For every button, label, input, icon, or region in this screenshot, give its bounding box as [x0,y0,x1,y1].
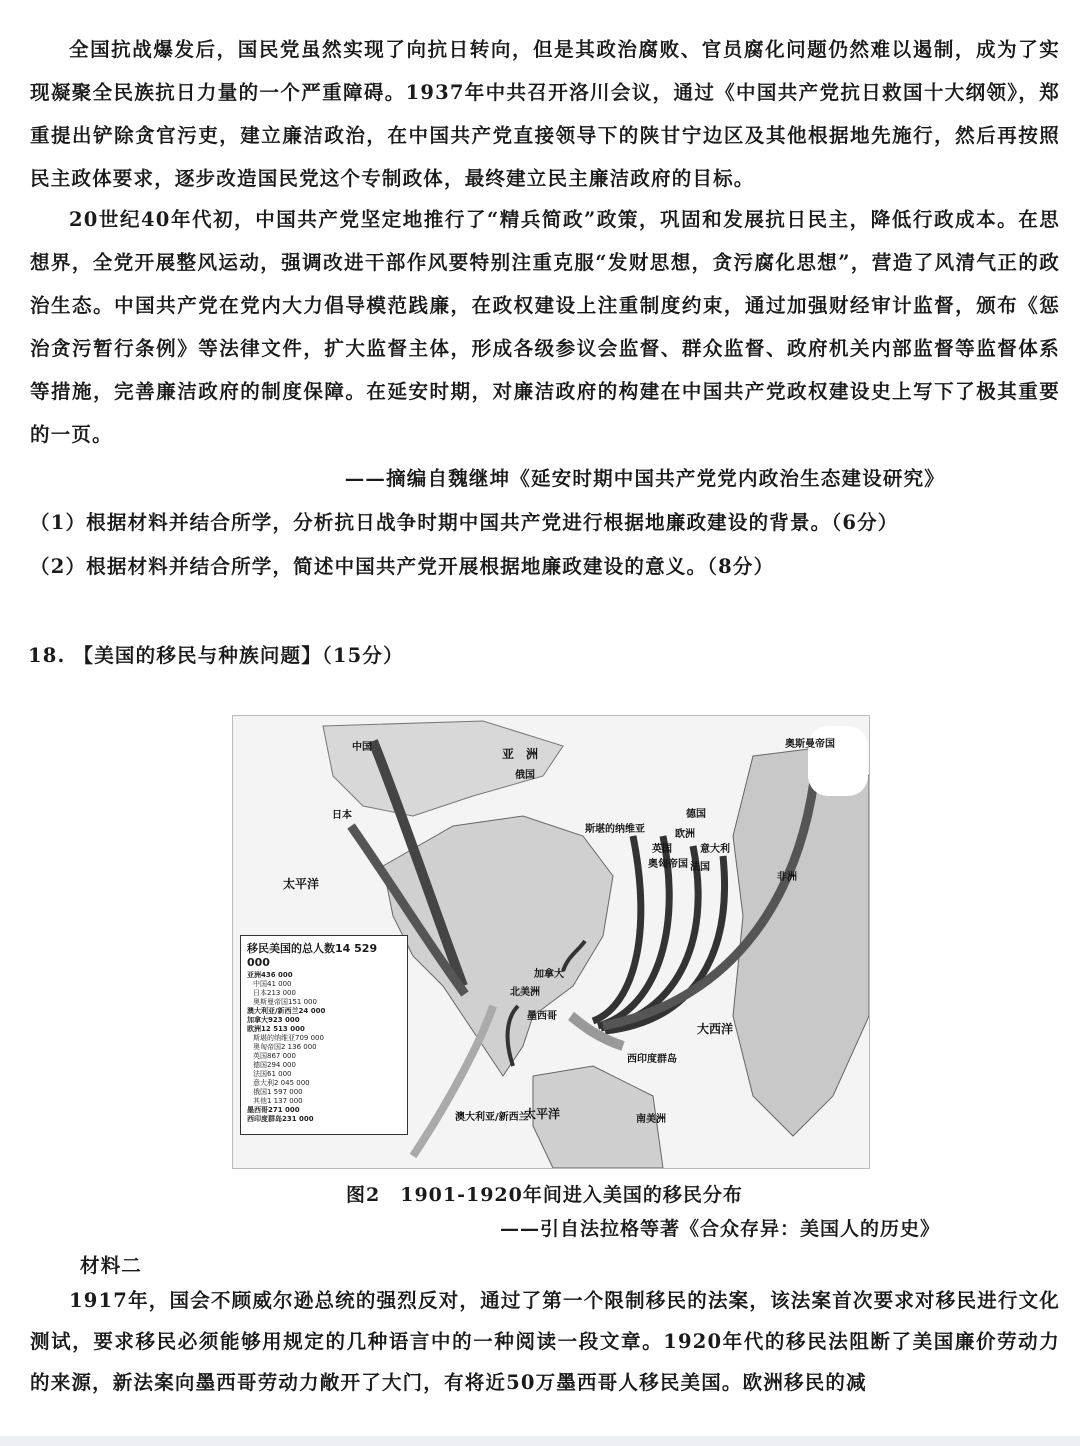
page-bottom-bar [0,1436,1080,1446]
legend-item: 意大利2 045 000 [253,1079,310,1087]
map-label-atlantic: 大西洋 [697,1022,734,1036]
map-label-pacific-bottom: 太平洋 [524,1107,561,1121]
map-label-russia: 俄国 [515,770,535,781]
map-label-pacific-top: 太平洋 [283,877,320,891]
question-1: （1）根据材料并结合所学，分析抗日战争时期中国共产党进行根据地廉政建设的背景。（6分） [30,511,899,534]
legend-item: 澳大利亚/新西兰24 000 [247,1007,326,1015]
figure-source: ——引自法拉格等著《合众存异：美国人的历史》 [499,1218,940,1240]
figure-caption: 图2 1901-1920年间进入美国的移民分布 [346,1184,743,1206]
map-label-mexico: 墨西哥 [527,1011,557,1022]
map-label-china: 中国 [352,742,372,753]
legend-item: 日本213 000 [253,989,296,997]
map-label-north-america: 北美洲 [510,987,540,998]
map-legend [240,935,408,1135]
legend-item: 奥匈帝国2 136 000 [253,1043,317,1051]
legend-title: 移民美国的总人数14 529 000 [247,942,378,969]
map-label-canada: 加拿大 [534,969,564,980]
legend-item: 中国41 000 [253,980,292,988]
material1-source: ——摘编自魏继坤《延安时期中国共产党党内政治生态建设研究》 [344,467,945,490]
material2-label: 材料二 [80,1254,143,1277]
map-label-south-america: 南美洲 [636,1114,666,1125]
legend-item: 俄国1 597 000 [253,1088,303,1096]
arrow-australia [413,1006,493,1156]
legend-item: 德国294 000 [253,1061,296,1069]
legend-item: 加拿大923 000 [247,1016,300,1024]
map-label-germany: 德国 [686,809,706,820]
map-label-australia: 澳大利亚/新西兰 [455,1112,529,1123]
material2-paragraph-1: 1917年，国会不顾威尔逊总统的强烈反对，通过了第一个限制移民的法案，该法案首次要求对移民进行文化测试，要求移民必须能够用规定的几种语言中的一种阅读一段文章。1920年代的移民法阻断了美国廉价劳动力的来源，新法案向墨西哥劳动力敞开了大门，有将近50万墨西哥人移民美国。欧洲移民的减 [30,1289,1060,1394]
map-label-asia: 亚 洲 [502,747,539,761]
legend-item: 西印度群岛231 000 [247,1115,314,1123]
map-label-italy: 意大利 [700,844,730,855]
map-label-scandinavia: 斯堪的纳维亚 [585,824,645,835]
map-label-japan: 日本 [332,810,352,821]
material1-paragraph-2: 20世纪40年代初，中国共产党坚定地推行了“精兵简政”政策，巩固和发展抗日民主，降低行政成本。在思想界，全党开展整风运动，强调改进干部作风要特别注重克服“发财思想，贪污腐化思想”，营造了风清气正的政治生态。中国共产党在党内大力倡导模范践廉，在政权建设上注重制度约束，通过加强财经审计监督，颁布《惩治贪污暂行条例》等法律文件，扩大监督主体，形成各级参议会监督、群众监督、政府机关内部监督等监督体系等措施，完善廉洁政府的制度保障。在延安时期，对廉洁政府的构建在中国共产党政权建设史上写下了极其重要的一页。 [30,208,1060,446]
legend-item: 斯堪的纳维亚709 000 [253,1034,324,1042]
map-label-west-indies: 西印度群岛 [627,1054,677,1065]
map-label-france: 法国 [690,862,710,873]
map-label-ottoman: 奥斯曼帝国 [785,739,835,750]
legend-item: 欧洲12 513 000 [247,1025,305,1033]
legend-item: 英国867 000 [253,1052,296,1060]
legend-item: 法国61 000 [253,1070,292,1078]
legend-item: 亚洲436 000 [247,971,293,979]
map-label-austria: 奥匈帝国 [648,859,688,870]
question-2: （2）根据材料并结合所学，简述中国共产党开展根据地廉政建设的意义。（8分） [30,555,775,578]
map-label-uk: 英国 [652,844,672,855]
legend-item: 奥斯曼帝国151 000 [253,998,317,1006]
map-label-africa: 非洲 [777,872,797,883]
legend-item: 墨西哥271 000 [247,1106,300,1114]
legend-items [241,971,407,1124]
question-18-heading: 18. 【美国的移民与种族问题】（15分） [28,644,404,667]
map-label-europe: 欧洲 [675,829,695,840]
legend-item: 其他1 137 000 [253,1097,303,1105]
material1-paragraph-1: 全国抗战爆发后，国民党虽然实现了向抗日转向，但是其政治腐败、官员腐化问题仍然难以遏制，成为了实现凝聚全民族抗日力量的一个严重障碍。1937年中共召开洛川会议，通过《中国共产党抗日救国十大纲领》，郑重提出铲除贪官污吏，建立廉洁政治，在中国共产党直接领导下的陕甘宁边区及其他根据地先施行，然后再按照民主政体要求，逐步改造国民党这个专制政体，最终建立民主廉洁政府的目标。 [30,38,1060,190]
